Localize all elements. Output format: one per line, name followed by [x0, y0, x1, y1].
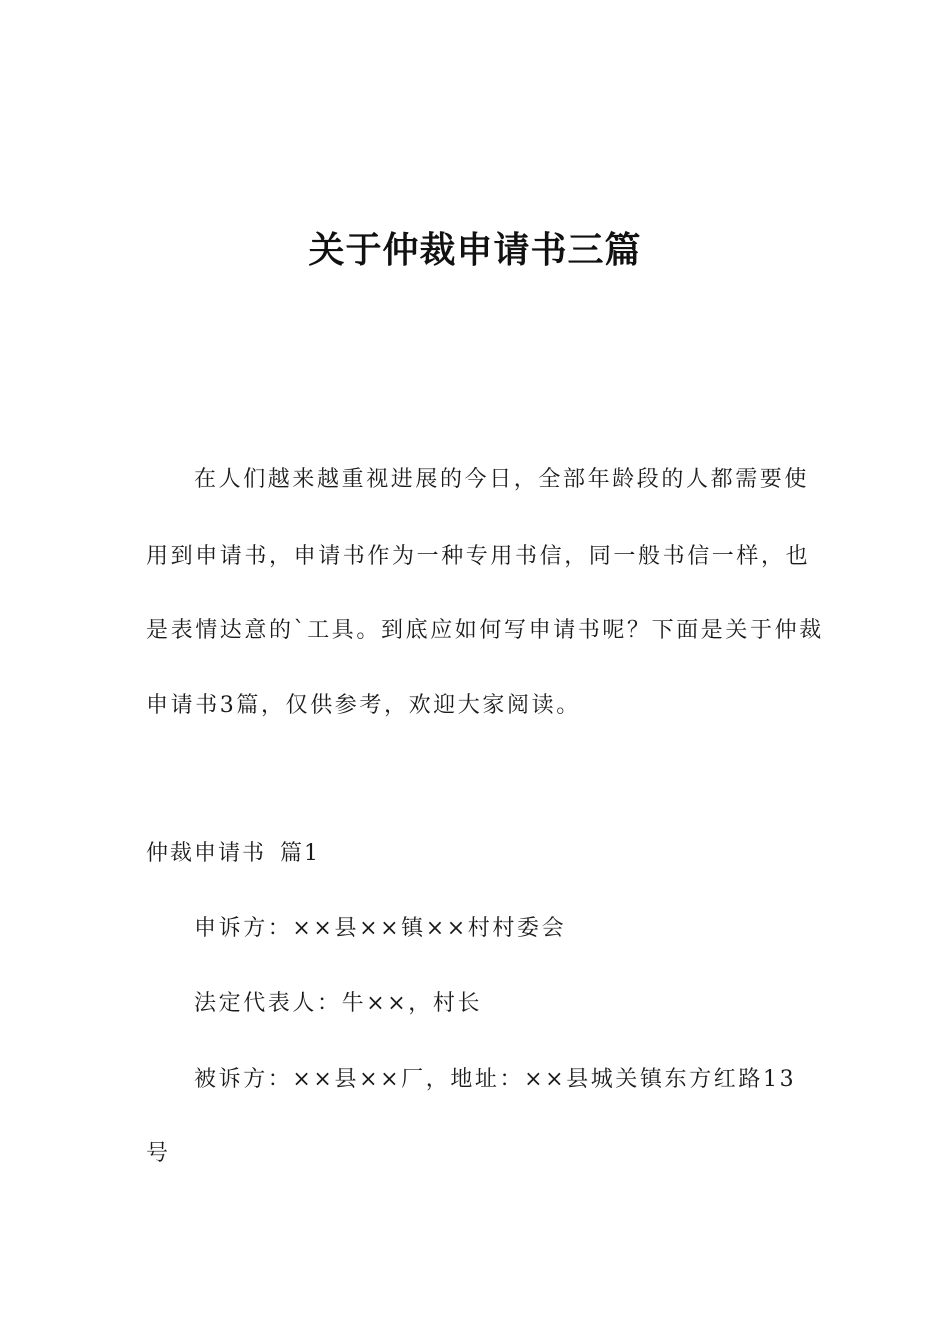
section-heading	[146, 836, 320, 867]
applicant-line: 申诉方：××县××镇××村村委会	[194, 916, 567, 941]
section-heading-label: 仲裁申请书	[146, 841, 267, 866]
intro-line-2: 用到申请书，申请书作为一种专用书信，同一般书信一样，也	[146, 544, 811, 569]
intro-line-1: 在人们越来越重视进展的今日，全部年龄段的人都需要使	[194, 467, 810, 492]
document-title: 关于仲裁申请书三篇	[308, 230, 642, 271]
respondent-line-2: 号	[146, 1141, 171, 1166]
respondent-line-1: 被诉方：××县××厂，地址：××县城关镇东方红路13	[194, 1067, 797, 1092]
intro-line-4: 申请书3篇，仅供参考，欢迎大家阅读。	[146, 693, 581, 718]
legal-rep-line: 法定代表人：牛××，村长	[194, 991, 483, 1016]
section-number: 篇1	[280, 841, 321, 866]
intro-line-3: 是表情达意的`工具。到底应如何写申请书呢？下面是关于仲裁	[146, 618, 824, 643]
